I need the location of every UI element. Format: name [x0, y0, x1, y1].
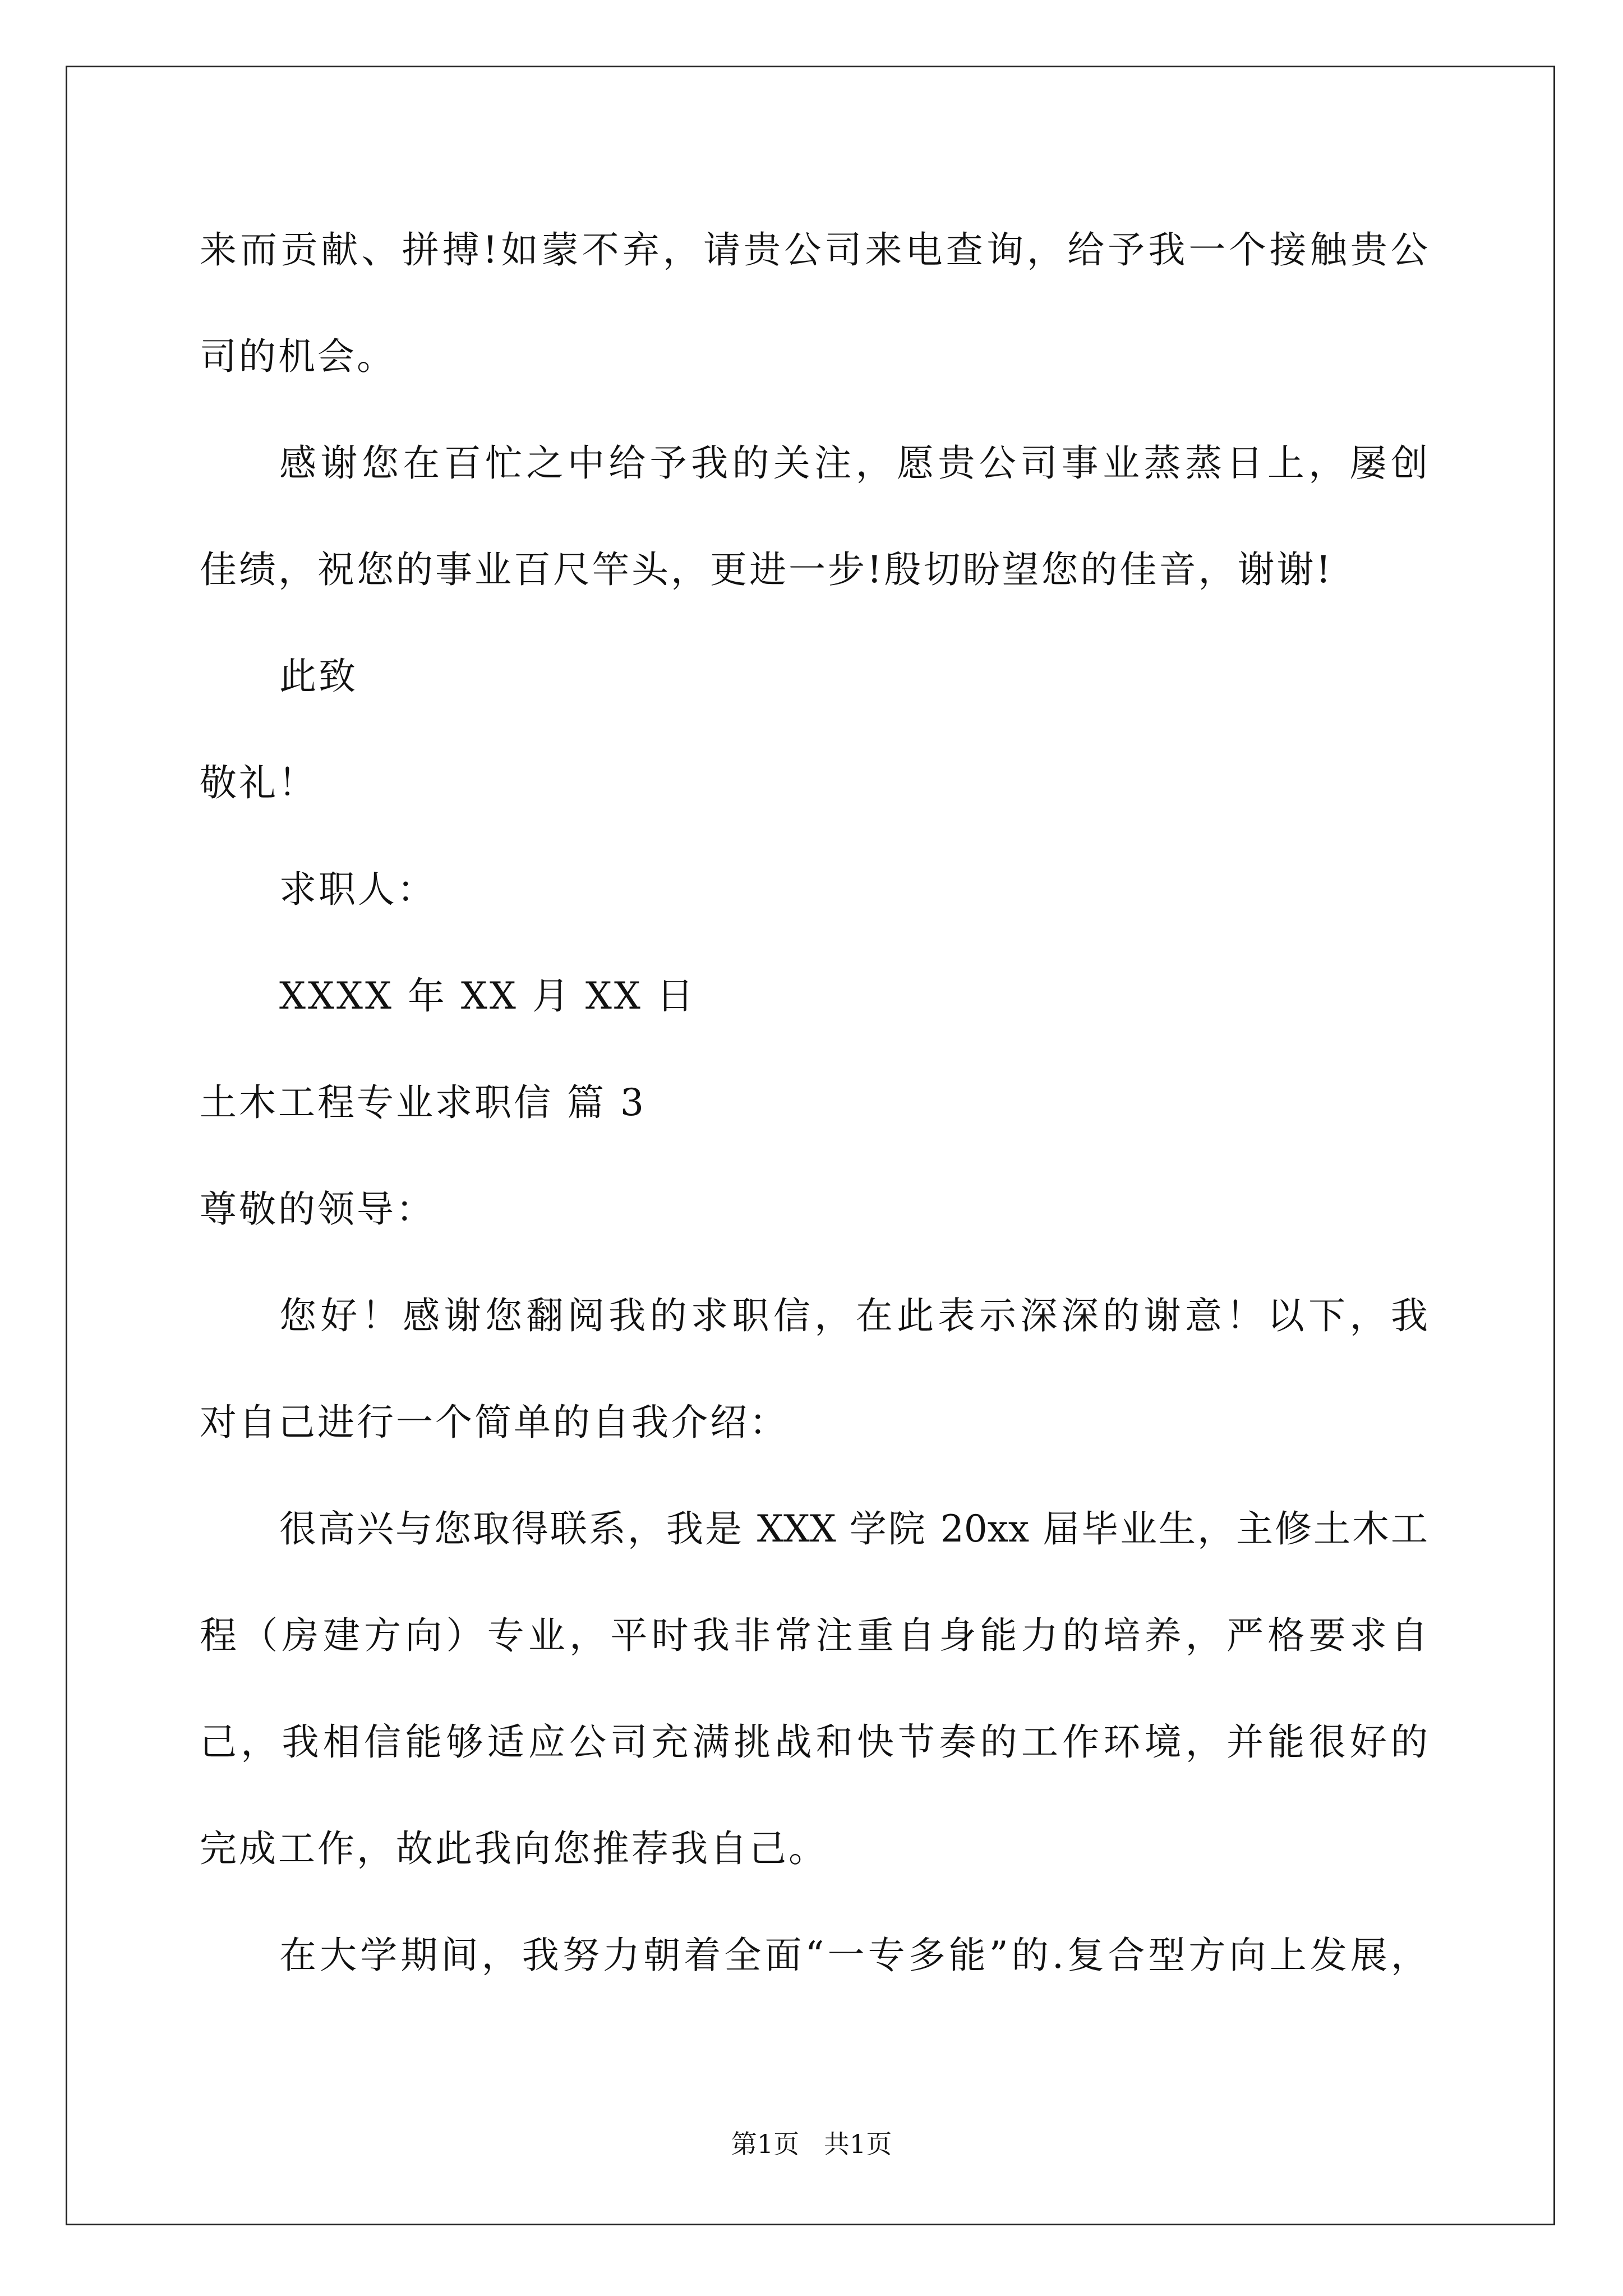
section-title: 土木工程专业求职信 篇 3 — [200, 1081, 646, 1124]
applicant-label: 求职人： — [279, 868, 436, 911]
text-line: 来而贡献、拼搏!如蒙不弃，请贵公司来电查询，给予我一个接触贵公 — [200, 228, 1428, 272]
page-footer: 第1页 共1页 — [731, 2129, 892, 2159]
salutation-closing: 此致 — [279, 655, 358, 698]
text-line: 在大学期间，我努力朝着全面“一专多能”的.复合型方向上发展， — [279, 1934, 1428, 1977]
text-line: 完成工作，故此我向您推荐我自己。 — [200, 1827, 828, 1870]
salutation-regards: 敬礼！ — [200, 761, 317, 804]
text-line: 程（房建方向）专业，平时我非常注重自身能力的培养，严格要求自 — [200, 1614, 1428, 1657]
text-line: 己，我相信能够适应公司充满挑战和快节奏的工作环境，并能很好的 — [200, 1720, 1428, 1764]
greeting: 尊敬的领导： — [200, 1188, 435, 1231]
text-line: 佳绩，祝您的事业百尺竿头，更进一步!殷切盼望您的佳音，谢谢! — [200, 548, 1334, 591]
text-line: 您好！感谢您翻阅我的求职信，在此表示深深的谢意！以下，我 — [279, 1294, 1428, 1337]
text-line: 很高兴与您取得联系，我是 XXX 学院 20xx 届毕业生，主修土木工 — [279, 1507, 1428, 1550]
date-line: XXXX 年 XX 月 XX 日 — [279, 974, 696, 1018]
text-line: 对自己进行一个简单的自我介绍： — [200, 1401, 789, 1444]
text-line: 感谢您在百忙之中给予我的关注，愿贵公司事业蒸蒸日上，屡创 — [279, 441, 1428, 485]
page-border — [66, 66, 1555, 2225]
text-line: 司的机会。 — [200, 335, 396, 378]
